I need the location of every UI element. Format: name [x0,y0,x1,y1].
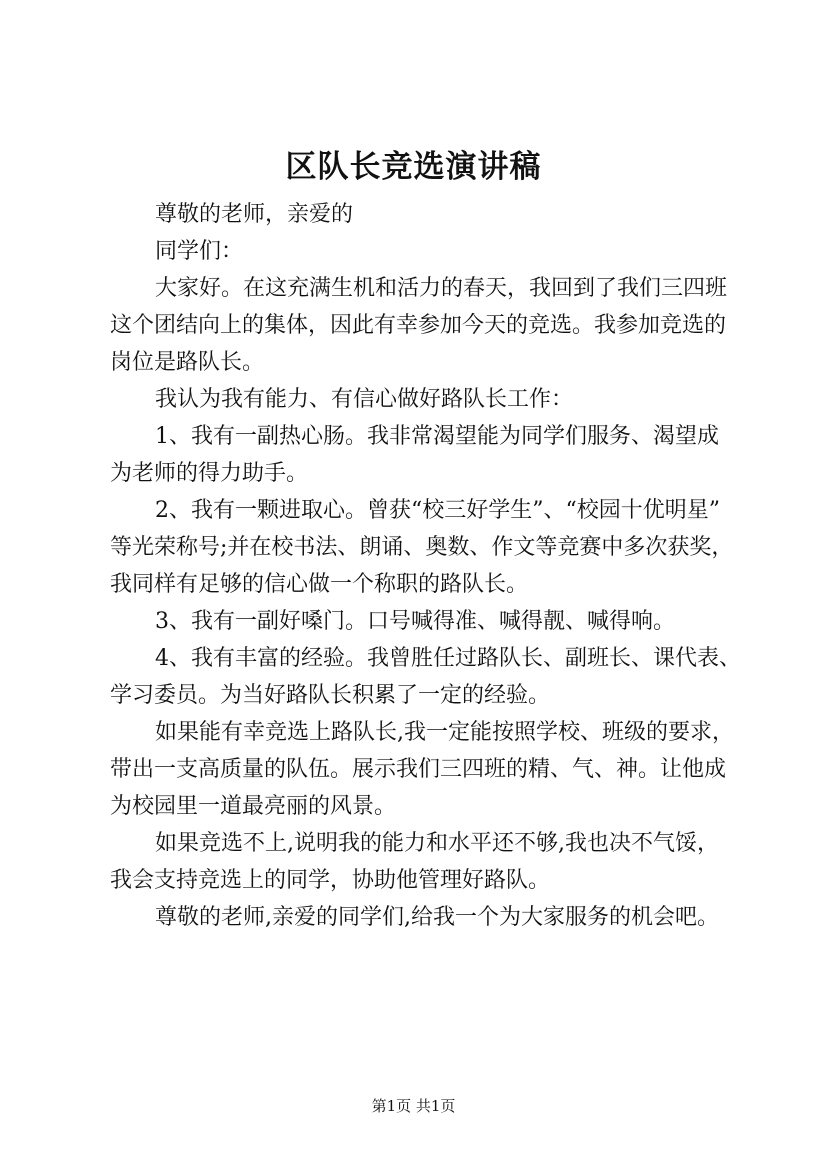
paragraph-line: 我会支持竞选上的同学，协助他管理好路队。 [110,868,551,893]
page-footer: 第1页 共1页 [371,1097,456,1115]
paragraph-line: 1、我有一副热心肠。我非常渴望能为同学们服务、渴望成 [155,424,719,449]
paragraph-line: 如果竞选不上,说明我的能力和水平还不够,我也决不气馁， [155,831,719,856]
paragraph-line: 带出一支高质量的队伍。展示我们三四班的精、气、神。让他成 [110,757,727,782]
paragraph-line: 尊敬的老师,亲爱的同学们,给我一个为大家服务的机会吧。 [155,905,719,930]
paragraph-line: 为老师的得力助手。 [110,461,309,486]
salutation-line: 同学们： [155,239,244,264]
paragraph-line: 2、我有一颗进取心。曾获“校三好学生”、“校园十优明星” [155,498,720,523]
paragraph-line: 大家好。在这充满生机和活力的春天，我回到了我们三四班 [155,276,728,301]
paragraph-line: 如果能有幸竞选上路队长,我一定能按照学校、班级的要求， [155,720,734,745]
paragraph-line: 我认为我有能力、有信心做好路队长工作： [155,387,574,412]
document-title: 区队长竞选演讲稿 [285,149,542,185]
paragraph-line: 4、我有丰富的经验。我曾胜任过路队长、副班长、课代表、 [155,646,741,671]
document-body [110,196,741,936]
paragraph-line: 岗位是路队长。 [110,350,265,375]
paragraph-line: 等光荣称号;并在校书法、朗诵、奥数、作文等竞赛中多次获奖， [110,535,734,560]
salutation-line: 尊敬的老师，亲爱的 [155,202,354,227]
paragraph-line: 这个团结向上的集体，因此有幸参加今天的竞选。我参加竞选的 [110,313,727,338]
paragraph-line: 3、我有一副好嗓门。口号喊得准、喊得靓、喊得响。 [155,609,675,634]
paragraph-line: 为校园里一道最亮丽的风景。 [110,794,397,819]
paragraph-line: 学习委员。为当好路队长积累了一定的经验。 [110,683,551,708]
paragraph-line: 我同样有足够的信心做一个称职的路队长。 [110,572,529,597]
